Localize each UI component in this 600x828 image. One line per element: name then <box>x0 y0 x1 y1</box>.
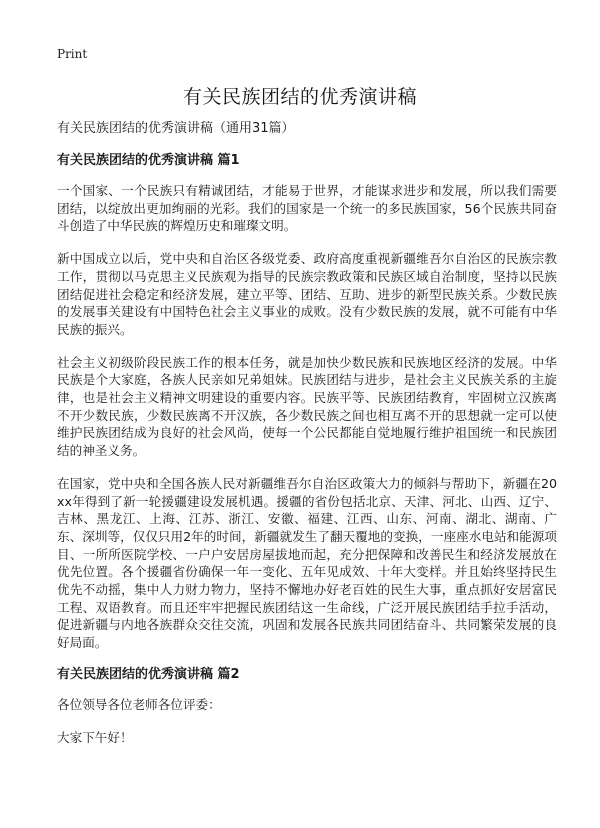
paragraph: 新中国成立以后，党中央和自治区各级党委、政府高度重视新疆维吾尔自治区的民族宗教工作，贯彻以马克思主义民族观为指导的民族宗教政策和民族区域自治制度，坚持以民族团结促进社会稳定和经济发展，建立平等、团结、互助、进步的新型民族关系。少数民族的发展事关建设有中国特色社会主义事业的成败。没有少数民族的发展，就不可能有中华民族的振兴。 <box>57 251 557 337</box>
paragraph: 大家下午好！ <box>57 729 133 745</box>
page-title: 有关民族团结的优秀演讲稿 <box>182 86 417 108</box>
paragraph: 一个国家、一个民族只有精诚团结，才能易于世界，才能谋求进步和发展，所以我们需要团结，以绽放出更加绚丽的光彩。我们的国家是一个统一的多民族国家，56个民族共同奋斗创造了中华民族的辉煌历史和璀璨文明。 <box>57 183 557 234</box>
document-body <box>57 121 557 761</box>
section-heading: 有关民族团结的优秀演讲稿 篇1 <box>57 153 240 168</box>
document-subtitle: 有关民族团结的优秀演讲稿（通用31篇） <box>57 121 295 136</box>
paragraph: 社会主义初级阶段民族工作的根本任务，就是加快少数民族和民族地区经济的发展。中华民族是个大家庭，各族人民亲如兄弟姐妹。民族团结与进步，是社会主义民族关系的主旋律，也是社会主义精神文明建设的重要内容。民族平等、民族团结教育，牢固树立汉族离不开少数民族，少数民族离不开汉族，各少数民族之间也相互离不开的思想就一定可以使维护民族团结成为良好的社会风尚，使每一个公民都能自觉地履行维护祖国统一和民族团结的神圣义务。 <box>57 354 557 459</box>
section-1 <box>57 153 557 652</box>
print-link[interactable]: Print <box>57 47 88 61</box>
section-2 <box>57 667 557 746</box>
section-heading: 有关民族团结的优秀演讲稿 篇2 <box>57 666 240 682</box>
paragraph: 在国家，党中央和全国各族人民对新疆维吾尔自治区政策大力的倾斜与帮助下，新疆在20xx年得到了新一轮援疆建设发展机遇。援疆的省份包括北京、天津、河北、山西、辽宁、吉林、黑龙江、上海、江苏、浙江、安徽、福建、江西、山东、河南、湖北、湖南、广东、深圳等，仅仅只用2年的时间，新疆就发生了翻天覆地的变换，一座座水电站和能源项目、一所所医院学校、一户户安居房屋拔地而起，充分把保障和改善民生和经济发展放在优先位置。各个援疆省份确保一年一变化、五年见成效、十年大变样。并且始终坚持民生优先不动摇，集中人力财力物力，坚持不懈地办好老百姓的民生大事，重点抓好安居富民工程、双语教育。而且还牢牢把握民族团结这一生命线，广泛开展民族团结手拉手活动，促进新疆与内地各族群众交往交流，巩固和发展各民族共同团结奋斗、共同繁荣发展的良好局面。 <box>57 475 557 651</box>
paragraph: 各位领导各位老师各位评委： <box>57 696 221 712</box>
